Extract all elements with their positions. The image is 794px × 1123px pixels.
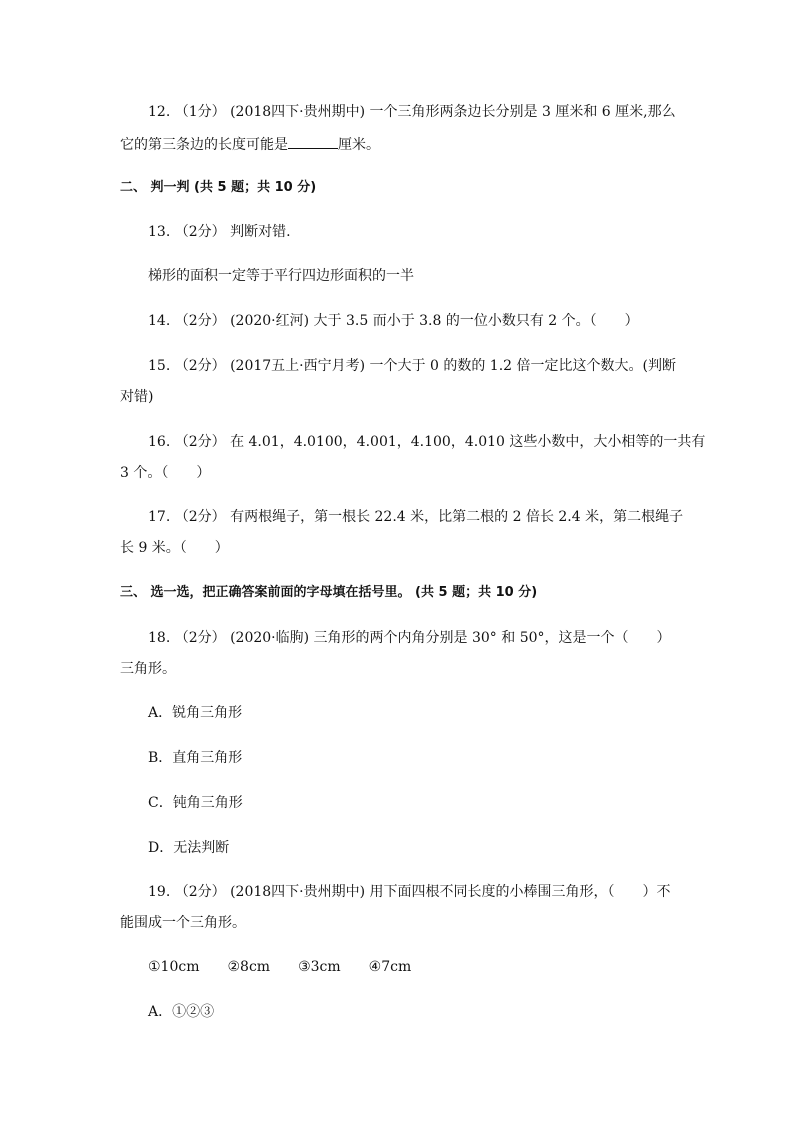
answer-blank[interactable] — [288, 134, 338, 149]
q18-option-c[interactable]: C．钝角三角形 — [148, 795, 243, 811]
q19-stick-lengths — [148, 957, 439, 977]
q18-option-d[interactable]: D．无法判断 — [148, 840, 230, 856]
q19-line2: 能围成一个三角形。 — [120, 915, 246, 931]
q12-line2-unit: 厘米。 — [338, 137, 380, 153]
q19-option-a[interactable]: A．①②③ — [148, 1004, 215, 1020]
q17-line1: 17. （2分） 有两根绳子，第一根长 22.4 米，比第二根的 2 倍长 2.4 米，第二根绳子 — [148, 509, 684, 525]
q18-option-b[interactable]: B．直角三角形 — [148, 750, 243, 766]
q19-line1: 19. （2分） (2018四下·贵州期中) 用下面四根不同长度的小棒围三角形，（ ）不 — [148, 884, 671, 900]
q18-option-a[interactable]: A．锐角三角形 — [148, 705, 243, 721]
q16-line1: 16. （2分） 在 4.01，4.0100，4.001，4.100，4.010 这些小数中，大小相等的一共有 — [148, 434, 706, 450]
q15-line1: 15. （2分） (2017五上·西宁月考) 一个大于 0 的数的 1.2 倍一定比这个数大。(判断 — [148, 358, 676, 374]
q12-line2 — [120, 134, 380, 155]
q13-line1: 13. （2分） 判断对错. — [148, 224, 291, 240]
section2-title: 二、 判一判 (共 5 题；共 10 分) — [120, 180, 317, 195]
q18-line1: 18. （2分） (2020·临朐) 三角形的两个内角分别是 30° 和 50°，这是一个（ ） — [148, 630, 671, 646]
stick-3: ③3cm — [298, 959, 341, 975]
q12-line1: 12. （1分） (2018四下·贵州期中) 一个三角形两条边长分别是 3 厘米和 6 厘米,那么 — [148, 104, 676, 120]
stick-1: ①10cm — [148, 959, 200, 975]
q16-line2: 3 个。（ ） — [120, 465, 211, 481]
stick-2: ②8cm — [227, 959, 271, 975]
q13-line2: 梯形的面积一定等于平行四边形面积的一半 — [148, 268, 414, 284]
q12-line2-text: 它的第三条边的长度可能是 — [120, 137, 288, 153]
q17-line2: 长 9 米。（ ） — [120, 540, 229, 556]
section3-title: 三、 选一选，把正确答案前面的字母填在括号里。 (共 5 题；共 10 分) — [120, 585, 538, 600]
stick-4: ④7cm — [368, 959, 412, 975]
q14-line1: 14. （2分） (2020·红河) 大于 3.5 而小于 3.8 的一位小数只有 2 个。（ ） — [148, 313, 639, 329]
q18-line2: 三角形。 — [120, 661, 176, 677]
q15-line2: 对错) — [120, 389, 154, 405]
